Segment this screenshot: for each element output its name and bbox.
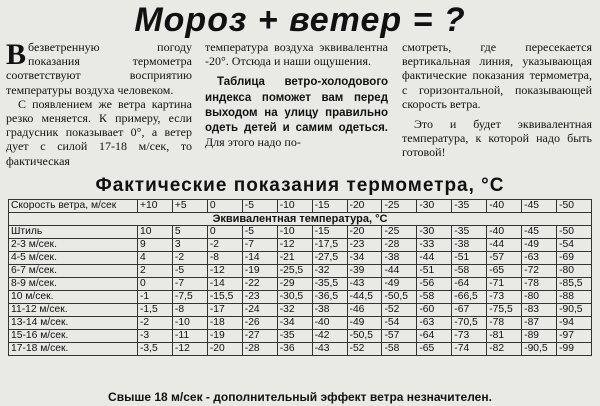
table-cell: -54 bbox=[382, 317, 417, 330]
table-cell: -30 bbox=[417, 226, 452, 239]
table-cell: -2 bbox=[172, 252, 207, 265]
table-cell: -52 bbox=[382, 304, 417, 317]
table-cell: -58 bbox=[417, 291, 452, 304]
row-label: 4-5 м/сек. bbox=[9, 252, 138, 265]
table-cell: -65 bbox=[487, 265, 522, 278]
paragraph: температура воздуха эквивалентна -20°. Отсюда и наши ощушения. bbox=[205, 40, 388, 69]
table-cell: -46 bbox=[347, 304, 382, 317]
table-cell: -43 bbox=[312, 343, 347, 356]
table-row bbox=[9, 226, 592, 239]
table-cell: -42 bbox=[312, 330, 347, 343]
article-column-3 bbox=[402, 40, 592, 172]
table-cell: -73 bbox=[452, 330, 487, 343]
paragraph: смотреть, где пересекается вертикальная линия, указывающая фактические показания термометра, с горизонтальной, показывающей скорость ветра. bbox=[402, 40, 592, 111]
equivalent-header: Эквивалентная температура, °С bbox=[9, 213, 592, 226]
table-row bbox=[9, 252, 592, 265]
paragraph-text: Для этого надо по- bbox=[205, 135, 301, 150]
table-cell: -78 bbox=[522, 278, 557, 291]
table-cell: -50,5 bbox=[382, 291, 417, 304]
table-cell: -56 bbox=[417, 278, 452, 291]
table-cell: -49 bbox=[347, 317, 382, 330]
paragraph: С появлением же ветра картина резко меняется. К примеру, если градусник показывает 0°, а ветер дует с силой 17-18 м/сек, то фактическая bbox=[6, 96, 192, 168]
table-cell: -64 bbox=[417, 330, 452, 343]
table-cell: -2 bbox=[138, 317, 173, 330]
table-cell: 0 bbox=[207, 226, 242, 239]
table-cell: -2 bbox=[207, 239, 242, 252]
table-cell: -73 bbox=[487, 291, 522, 304]
table-cell: -8 bbox=[172, 304, 207, 317]
table-row bbox=[9, 317, 592, 330]
table-cell: -26 bbox=[242, 317, 277, 330]
table-cell: -23 bbox=[347, 239, 382, 252]
table-cell: -35 bbox=[452, 226, 487, 239]
temp-header-cell: -20 bbox=[347, 200, 382, 213]
table-cell: -34 bbox=[347, 252, 382, 265]
footnote: Свыше 18 м/сек - дополнительный эффект ветра незначителен. bbox=[108, 390, 492, 404]
temp-header-cell: -5 bbox=[242, 200, 277, 213]
bold-lead-text: Таблица ветро-холодового индекса поможет вам перед выходом на улицу правильно одеть детей и самим одеться. bbox=[205, 76, 388, 135]
table-cell: -10 bbox=[277, 226, 312, 239]
table-cell: -45 bbox=[522, 226, 557, 239]
table-cell: -52 bbox=[347, 343, 382, 356]
table-cell: -34 bbox=[277, 317, 312, 330]
table-cell: -64 bbox=[452, 278, 487, 291]
table-cell: -5 bbox=[242, 226, 277, 239]
table-cell: -12 bbox=[277, 239, 312, 252]
table-cell: -97 bbox=[557, 330, 592, 343]
row-label: 6-7 м/сек. bbox=[9, 265, 138, 278]
table-cell: -21 bbox=[277, 252, 312, 265]
table-row bbox=[9, 343, 592, 356]
row-label: 8-9 м/сек. bbox=[9, 278, 138, 291]
table-cell: -71 bbox=[487, 278, 522, 291]
table-cell: -1,5 bbox=[138, 304, 173, 317]
table-cell: -81 bbox=[487, 330, 522, 343]
table-cell: -35,5 bbox=[312, 278, 347, 291]
table-cell: -20 bbox=[347, 226, 382, 239]
table-row bbox=[9, 239, 592, 252]
table-cell: -38 bbox=[312, 304, 347, 317]
table-cell: -1 bbox=[138, 291, 173, 304]
table-cell: -67 bbox=[452, 304, 487, 317]
table-cell: -11 bbox=[172, 330, 207, 343]
speed-header: Скорость ветра, м/сек bbox=[9, 200, 138, 213]
table-row bbox=[9, 265, 592, 278]
table-cell: -50 bbox=[557, 226, 592, 239]
table-cell: -29 bbox=[277, 278, 312, 291]
table-cell: -3,5 bbox=[138, 343, 173, 356]
table-cell: -44 bbox=[382, 265, 417, 278]
row-label: 13-14 м/сек. bbox=[9, 317, 138, 330]
table-cell: -44,5 bbox=[347, 291, 382, 304]
article-column-1 bbox=[6, 40, 192, 172]
table-cell: -44 bbox=[417, 252, 452, 265]
table-cell: 0 bbox=[138, 278, 173, 291]
table-cell: -90,5 bbox=[522, 343, 557, 356]
temp-header-cell: 0 bbox=[207, 200, 242, 213]
table-cell: -39 bbox=[347, 265, 382, 278]
table-cell: -83 bbox=[522, 304, 557, 317]
table-cell: -17 bbox=[207, 304, 242, 317]
table-cell: -63 bbox=[417, 317, 452, 330]
table-cell: -70,5 bbox=[452, 317, 487, 330]
table-title: Фактические показания термометра, °С bbox=[95, 175, 505, 196]
table-cell: -25,5 bbox=[277, 265, 312, 278]
table-cell: -14 bbox=[242, 252, 277, 265]
table-cell: -49 bbox=[522, 239, 557, 252]
table-cell: -87 bbox=[522, 317, 557, 330]
table-cell: -63 bbox=[522, 252, 557, 265]
table-cell: -58 bbox=[382, 343, 417, 356]
table-cell: -82 bbox=[487, 343, 522, 356]
temp-header-cell: +10 bbox=[138, 200, 173, 213]
table-cell: -99 bbox=[557, 343, 592, 356]
table-cell: -23 bbox=[242, 291, 277, 304]
table-cell: -7 bbox=[242, 239, 277, 252]
row-label: 2-3 м/сек. bbox=[9, 239, 138, 252]
temp-header-cell: -50 bbox=[557, 200, 592, 213]
table-cell: -58 bbox=[452, 265, 487, 278]
table-row bbox=[9, 304, 592, 317]
table-cell: -44 bbox=[487, 239, 522, 252]
table-cell: -74 bbox=[452, 343, 487, 356]
table-cell: -80 bbox=[557, 265, 592, 278]
table-cell: -19 bbox=[207, 330, 242, 343]
table-cell: -18 bbox=[207, 317, 242, 330]
temp-header-cell: -45 bbox=[522, 200, 557, 213]
table-cell: -8 bbox=[207, 252, 242, 265]
table-cell: -51 bbox=[417, 265, 452, 278]
table-cell: -19 bbox=[242, 265, 277, 278]
row-label: 10 м/сек. bbox=[9, 291, 138, 304]
table-cell: -5 bbox=[172, 265, 207, 278]
table-row bbox=[9, 278, 592, 291]
table-cell: -25 bbox=[382, 226, 417, 239]
table-cell: -14 bbox=[207, 278, 242, 291]
table-cell: -69 bbox=[557, 252, 592, 265]
temp-header-cell: -30 bbox=[417, 200, 452, 213]
table-cell: 10 bbox=[138, 226, 173, 239]
table-cell: -17,5 bbox=[312, 239, 347, 252]
paragraph-text: безветренную погоду показания термометра соответствуют восприятию температуры воздуха человеком. bbox=[6, 40, 192, 97]
paragraph bbox=[205, 74, 388, 149]
table-cell: -28 bbox=[242, 343, 277, 356]
table-cell: 3 bbox=[172, 239, 207, 252]
temp-header-cell: +5 bbox=[172, 200, 207, 213]
table-cell: -80 bbox=[522, 291, 557, 304]
table-cell: -7,5 bbox=[172, 291, 207, 304]
table-cell: -94 bbox=[557, 317, 592, 330]
temp-header-cell: -35 bbox=[452, 200, 487, 213]
table-cell: -22 bbox=[242, 278, 277, 291]
table-cell: -60 bbox=[417, 304, 452, 317]
table-cell: -35 bbox=[277, 330, 312, 343]
table-cell: -27,5 bbox=[312, 252, 347, 265]
equivalent-header-row bbox=[9, 213, 592, 226]
table-cell: -49 bbox=[382, 278, 417, 291]
table-cell: -72 bbox=[522, 265, 557, 278]
table-cell: -32 bbox=[277, 304, 312, 317]
table-cell: -43 bbox=[347, 278, 382, 291]
table-cell: -32 bbox=[312, 265, 347, 278]
table-row bbox=[9, 330, 592, 343]
table-cell: -38 bbox=[382, 252, 417, 265]
table-cell: -65 bbox=[417, 343, 452, 356]
table-cell: -12 bbox=[207, 265, 242, 278]
row-label: Штиль bbox=[9, 226, 138, 239]
table-cell: -12 bbox=[172, 343, 207, 356]
table-cell: -51 bbox=[452, 252, 487, 265]
table-cell: -36,5 bbox=[312, 291, 347, 304]
table-cell: -75,5 bbox=[487, 304, 522, 317]
table-cell: -57 bbox=[487, 252, 522, 265]
table-cell: -28 bbox=[382, 239, 417, 252]
temp-header-cell: -15 bbox=[312, 200, 347, 213]
temp-header-cell: -40 bbox=[487, 200, 522, 213]
table-cell: -90,5 bbox=[557, 304, 592, 317]
table-row bbox=[9, 291, 592, 304]
table-cell: -85,5 bbox=[557, 278, 592, 291]
table-cell: -66,5 bbox=[452, 291, 487, 304]
table-cell: -50,5 bbox=[347, 330, 382, 343]
table-cell: -10 bbox=[172, 317, 207, 330]
table-cell: -54 bbox=[557, 239, 592, 252]
table-cell: -15,5 bbox=[207, 291, 242, 304]
table-cell: 2 bbox=[138, 265, 173, 278]
article-column-2 bbox=[205, 40, 388, 172]
table-cell: -57 bbox=[382, 330, 417, 343]
table-cell: -3 bbox=[138, 330, 173, 343]
table-cell: -40 bbox=[487, 226, 522, 239]
table-cell: -27 bbox=[242, 330, 277, 343]
temp-header-cell: -10 bbox=[277, 200, 312, 213]
table-cell: -7 bbox=[172, 278, 207, 291]
table-cell: -33 bbox=[417, 239, 452, 252]
row-label: 17-18 м/сек. bbox=[9, 343, 138, 356]
table-cell: 4 bbox=[138, 252, 173, 265]
wind-chill-table bbox=[8, 199, 592, 356]
table-cell: -15 bbox=[312, 226, 347, 239]
table-header-row bbox=[9, 200, 592, 213]
article-title: Мороз + ветер = ? bbox=[134, 1, 466, 39]
paragraph bbox=[6, 40, 192, 97]
table-cell: -38 bbox=[452, 239, 487, 252]
table-cell: -78 bbox=[487, 317, 522, 330]
table-cell: -20 bbox=[207, 343, 242, 356]
table-cell: -36 bbox=[277, 343, 312, 356]
table-cell: -30,5 bbox=[277, 291, 312, 304]
table-cell: -88 bbox=[557, 291, 592, 304]
table-cell: 5 bbox=[172, 226, 207, 239]
row-label: 15-16 м/сек. bbox=[9, 330, 138, 343]
drop-cap: В bbox=[6, 40, 27, 71]
table-cell: -89 bbox=[522, 330, 557, 343]
table-cell: -40 bbox=[312, 317, 347, 330]
row-label: 11-12 м/сек. bbox=[9, 304, 138, 317]
temp-header-cell: -25 bbox=[382, 200, 417, 213]
table-cell: 9 bbox=[138, 239, 173, 252]
paragraph: Это и будет эквивалентная температура, к которой надо быть готовой! bbox=[402, 117, 592, 160]
table-cell: -24 bbox=[242, 304, 277, 317]
